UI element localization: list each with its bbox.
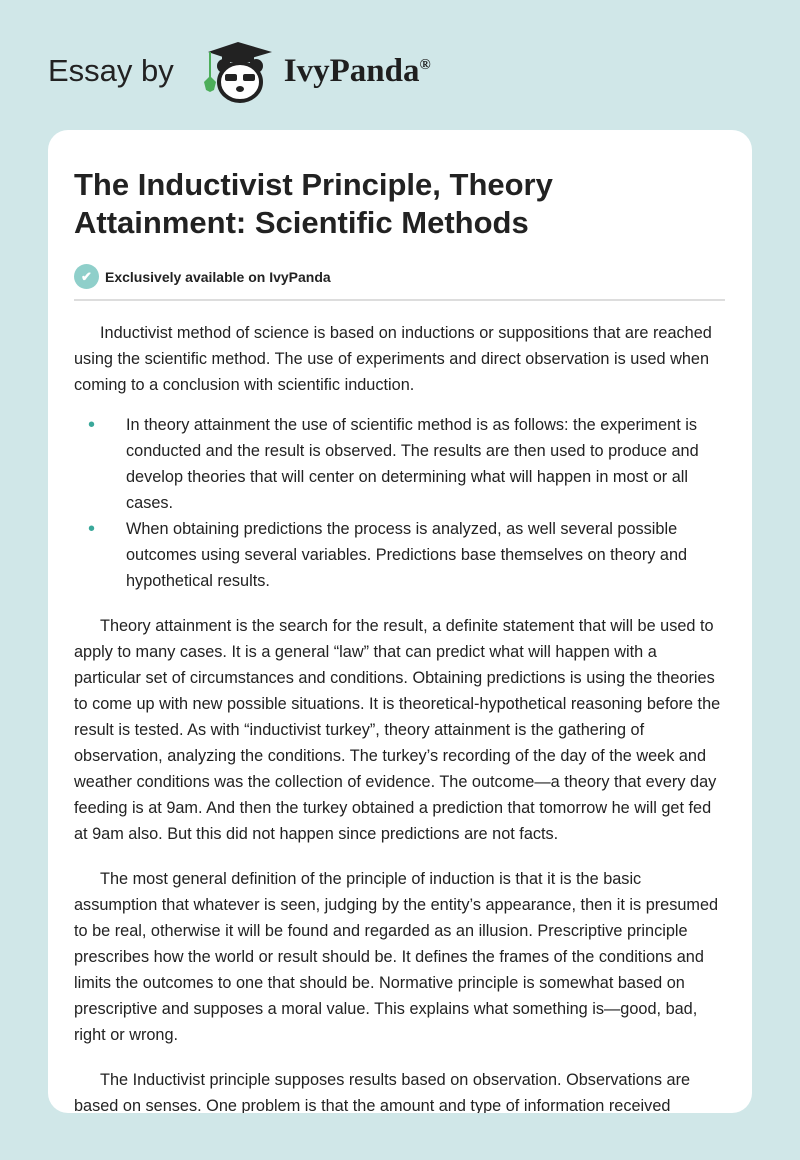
essay-card xyxy=(48,130,752,1113)
essay-title: The Inductivist Principle, Theory Attainment: Scientific Methods xyxy=(74,167,553,240)
paragraph: Inductivist method of science is based on inductions or suppositions that are reached using the scientific method. The use of experiments and direct observation is used when coming to a conclusion with scientific induction. xyxy=(74,324,712,394)
check-icon: ✔ xyxy=(74,264,99,289)
paragraph: The most general definition of the principle of induction is that it is the basic assumption that whatever is seen, judging by the entity’s appearance, then it is presumed to be real, otherwise it will be found and regarded as an illusion. Prescriptive principle prescribes how the world or result should be. It defines the frames of the conditions and limits the outcomes to one that should be. Normative principle is somewhat based on prescriptive and supposes a moral value. This explains what something is—good, bad, right or wrong. xyxy=(74,870,719,1044)
essay-body xyxy=(74,320,725,1113)
paragraph: The Inductivist principle supposes results based on observation. Observations are based on senses. One problem is that the amount and type of information received xyxy=(74,1071,691,1113)
list-item: • When obtaining predictions the process is analyzed, as well several possible outcomes using several variables. Predictions base themselves on theory and hypothetical results. xyxy=(126,516,725,594)
site-header xyxy=(48,36,431,106)
paragraph: Theory attainment is the search for the result, a definite statement that will be used to apply to many cases. It is a general “law” that can predict what will happen with a particular set of circumstances and conditions. Obtaining predictions is using the theories to come up with new possible situations. It is theoretical-hypothetical reasoning before the result is tested. As with “inductivist turkey”, theory attainment is the gathering of observation, analyzing the conditions. The turkey’s recording of the day of the week and weather conditions was the collection of evidence. The outcome—a theory that every day feeding is at 9am. And then the turkey obtained a prediction that tomorrow he will get fed at 9am also. But this did not happen since predictions are not facts. xyxy=(74,617,721,843)
panda-logo-icon xyxy=(194,36,278,106)
divider xyxy=(74,299,725,301)
essay-by-label: Essay by xyxy=(48,53,174,88)
brand-name: IvyPanda® xyxy=(283,52,431,89)
exclusive-badge xyxy=(74,264,725,289)
list-item: • In theory attainment the use of scientific method is as follows: the experiment is conducted and the result is observed. The results are then used to produce and develop theories that will center on determining what will happen in most or all cases. xyxy=(126,412,725,516)
bullet-list xyxy=(74,412,725,594)
badge-label: Exclusively available on IvyPanda xyxy=(105,268,331,285)
